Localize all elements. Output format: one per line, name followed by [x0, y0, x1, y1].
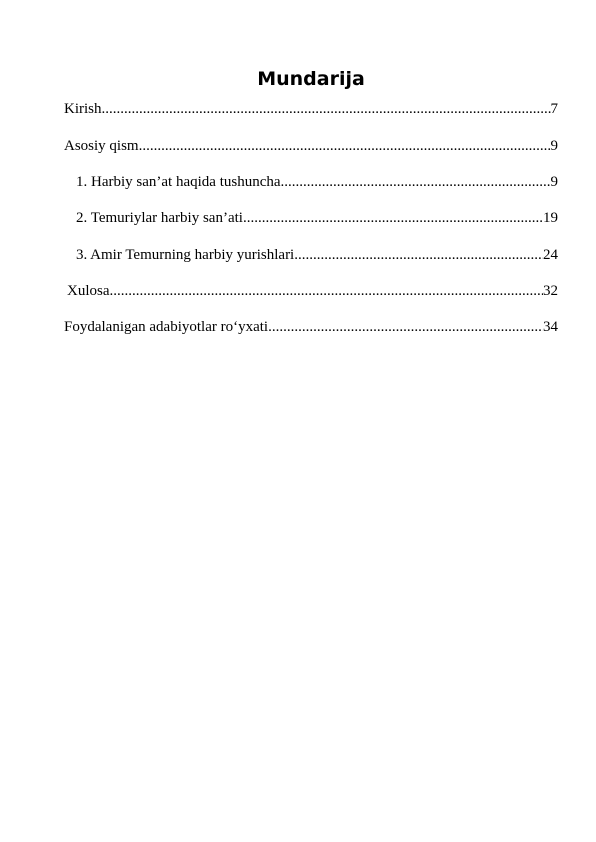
toc-entry-label: 1. Harbiy san’at haqida tushuncha [76, 174, 281, 190]
toc-entry-label: Xulosa [67, 283, 110, 299]
toc-leader-dots [294, 246, 543, 264]
page-title: Mundarija [257, 68, 365, 90]
toc-entry-label: Asosiy qism [64, 138, 139, 154]
toc-page-number: 19 [543, 210, 558, 226]
toc-page-number: 34 [543, 319, 558, 335]
toc-entry-amir-temur [76, 246, 558, 264]
toc-entry-label: 2. Temuriylar harbiy san’ati [76, 210, 243, 226]
toc-entry-label: Kirish [64, 101, 102, 117]
toc-entry-adabiyotlar [64, 318, 558, 336]
toc-leader-dots [243, 209, 543, 227]
toc-leader-dots [102, 100, 551, 118]
toc-page-number: 9 [550, 174, 558, 190]
toc-entry-harbiy-sanat [76, 173, 558, 191]
toc-entry-label: 3. Amir Temurning harbiy yurishlari [76, 247, 295, 263]
toc-page-number: 7 [550, 101, 558, 117]
toc-entry-kirish [64, 100, 558, 118]
toc-entry-xulosa [67, 282, 558, 300]
toc-page-number: 24 [543, 247, 558, 263]
toc-leader-dots [110, 282, 544, 300]
toc-entry-asosiy-qism [64, 137, 558, 155]
toc-leader-dots [139, 137, 551, 155]
toc-entry-temuriylar [76, 209, 558, 227]
toc-leader-dots [268, 318, 543, 336]
toc-page-number: 9 [550, 138, 558, 154]
toc-entry-label: Foydalanigan adabiyotlar ro‘yxati [64, 319, 269, 335]
toc-leader-dots [281, 173, 551, 191]
toc-page-number: 32 [543, 283, 558, 299]
